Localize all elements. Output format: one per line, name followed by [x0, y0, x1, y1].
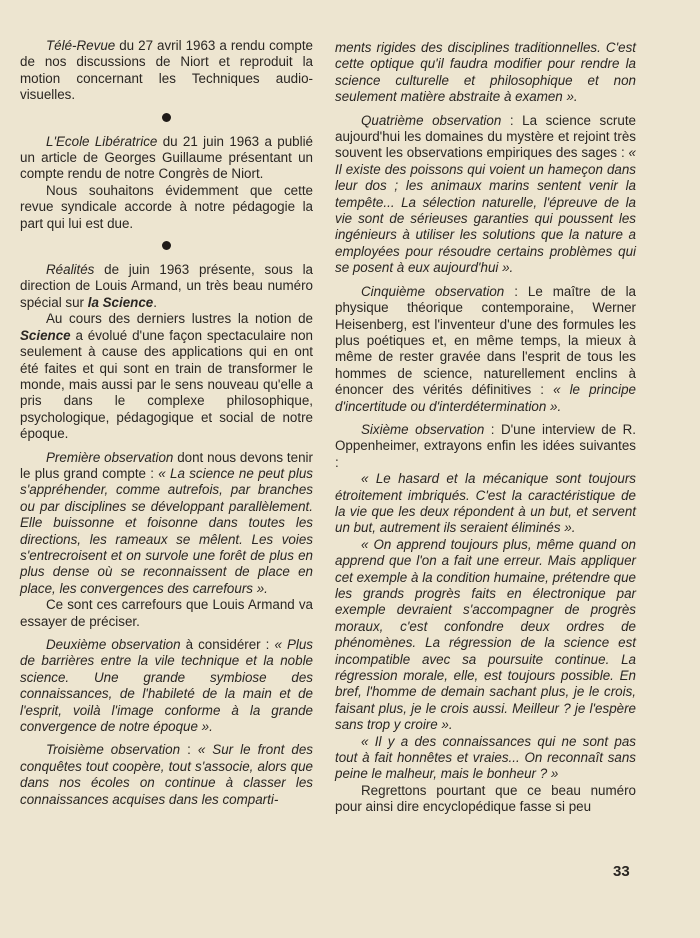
publication-title: Réalités: [46, 262, 95, 278]
observation-label: Cinquième observation: [361, 283, 505, 299]
paragraph-ecole-liberatrice: L'Ecole Libératrice du 21 juin 1963 a publié un article de Georges Guillaume présentant un compte rendu de notre Congrès de Niort.: [20, 133, 313, 182]
paragraph-observation-5: Cinquième observation : Le maître de la physique théorique contemporaine, Werner Heisenberg, est l'inventeur d'une des formules les plus poétiques et, en même temps, la mieux à même de rester gravée dans l'esprit de tous les hommes de science, naturellement enclins à énoncer des vérités définitives : « le principe d'incertitude ou d'interdétermination ».: [335, 283, 636, 414]
paragraph-body: Au cours des derniers lustres la notion de Science a évolué d'une façon spectaculaire non seulement à cause des applications qui en ont été faites et qui sont en train de transformer le monde, mais aussi par le sens nouveau qu'elle a pris dans le complexe philosophique, psychologique, pédagogique et social de notre époque.: [20, 311, 313, 442]
left-column: [20, 38, 313, 808]
bullet-separator: [162, 113, 171, 122]
paragraph-observation-2: Deuxième observation à considérer : « Plus de barrières entre la vile technique et la noble science. Une grande symbiose des connaissances, de l'habileté de la main et de l'esprit, voilà l'image conforme à la grande convergence de notre époque ».: [20, 637, 313, 735]
observation-label: Deuxième observation: [46, 637, 181, 652]
quote: « Plus de barrières entre la vile technique et la noble science. Une grande symbiose des connaissances, de l'habileté de la main et de l'esprit, voilà l'image conforme à la grande convergence de notre époque ».: [20, 637, 313, 735]
paragraph-body: Regrettons pourtant que ce beau numéro pour ainsi dire encyclopédique fasse si peu: [335, 782, 636, 815]
paragraph-observation-3: Troisième observation : « Sur le front des conquêtes tout coopère, tout s'associe, alors que dans nos écoles on continue à classer les connaissances acquises dans les comparti-: [20, 742, 313, 807]
paragraph-continuation: [335, 40, 636, 106]
paragraph-observation-1: Première observation dont nous devons tenir le plus grand compte : « La science ne peut plus s'appréhender, comme autrefois, par branches ou par disciplines se développant parallèlement. Elle buissonne et foisonne dans toutes les directions, les rameaux se mêlent. Les voies s'entrecroisent et on survole une forêt de plus en plus dense où se reconnaissent de place en place, les convergences des carrefours ».: [20, 449, 313, 596]
publication-title: Télé-Revue: [46, 38, 116, 53]
quote: « La science ne peut plus s'appréhender, comme autrefois, par branches ou par disciplines se développant parallèlement. Elle buissonne et foisonne dans toutes les directions, les rameaux se mêlent. Les voies s'entrecroisent et on survole une forêt de plus en plus dense où se reconnaissent de place en place, les convergences des carrefours ».: [20, 465, 313, 596]
paragraph-tele-revue: Télé-Revue du 27 avril 1963 a rendu compte de nos discussions de Niort et reproduit la motion concernant les Techniques audio-visuelles.: [20, 38, 313, 103]
quote: « le principe d'incertitude ou d'interdétermination ».: [335, 382, 636, 414]
paragraph-realites: Réalités de juin 1963 présente, sous la direction de Louis Armand, un très beau numéro spécial sur la Science.: [20, 262, 313, 310]
observation-label: Troisième observation: [46, 742, 181, 758]
quote-oppenheimer-3: « Il y a des connaissances qui ne sont pas tout à fait honnêtes et vraies... On reconnaît sans peine le malheur, mais le bonheur ? »: [335, 733, 636, 782]
quote: « Il existe des poissons qui voient un hameçon dans leur dos ; les animaux marins sentent venir la tempête... La sélection naturelle, l'épreuve de la vie sont de sérieuses garanties qui poussent les ingénieurs à utiliser les solutions que la nature a employées pour résoudre certains problèmes qui se posent à eux aujourd'hui ».: [335, 145, 636, 276]
subject-term: Science: [20, 327, 71, 343]
quote: « Sur le front des conquêtes tout coopère, tout s'associe, alors que dans nos écoles on continue à classer les connaissances acquises dans les comparti-: [20, 742, 313, 807]
subject-term: la Science: [87, 294, 154, 310]
observation-label: Sixième observation: [361, 421, 485, 437]
paragraph-observation-6: Sixième observation : D'une interview de R. Oppenheimer, extrayons enfin les idées suivantes :: [335, 421, 636, 470]
right-column: [335, 40, 636, 816]
paragraph-body: Ce sont ces carrefours que Louis Armand va essayer de préciser.: [20, 597, 313, 629]
observation-label: Première observation: [46, 449, 174, 465]
observation-label: Quatrième observation: [361, 112, 502, 128]
page-number: 33: [613, 863, 630, 880]
bullet-separator: [162, 241, 171, 250]
paragraph-observation-4: Quatrième observation : La science scrute aujourd'hui les domaines du mystère et rejoint très souvent les observations empiriques des sages : « Il existe des poissons qui voient un hameçon dans leur dos ; les animaux marins sentent venir la tempête... La sélection naturelle, l'épreuve de la vie sont de sérieuses garanties qui poussent les ingénieurs à utiliser les solutions que la nature a employées pour résoudre certains problèmes qui se posent à eux aujourd'hui ».: [335, 112, 636, 276]
quote-oppenheimer-1: « Le hasard et la mécanique sont toujours étroitement imbriqués. C'est la caractéristique de la vie que les deux répondent à un but, et servent un but, autrement ils seraient éliminés ».: [335, 471, 636, 536]
quote: ments rigides des disciplines traditionnelles. C'est cette optique qu'il faudra modifier pour rendre la science culturelle et philosophique et non seulement matière abstraite à examen ».: [335, 40, 636, 105]
paragraph-body: Nous souhaitons évidemment que cette revue syndicale accorde à notre pédagogie la part qui lui est due.: [20, 182, 313, 231]
quote-oppenheimer-2: « On apprend toujours plus, même quand on apprend que l'on a fait une erreur. Mais appliquer cet exemple à la condition humaine, prétendre que les grands progrès faits en électronique par exemple devraient s'accompagner de progrès moraux, c'est confondre deux ordres de phénomènes. La régression de la science est incompatible avec sa poursuite continue. La régression morale, elle, est toujours possible. En bref, l'homme de demain sachant plus, je le crois, faisant plus, je le crois aussi. Meilleur ? je l'espère sans trop y croire ».: [335, 536, 636, 733]
publication-title: L'Ecole Libératrice: [46, 133, 158, 149]
